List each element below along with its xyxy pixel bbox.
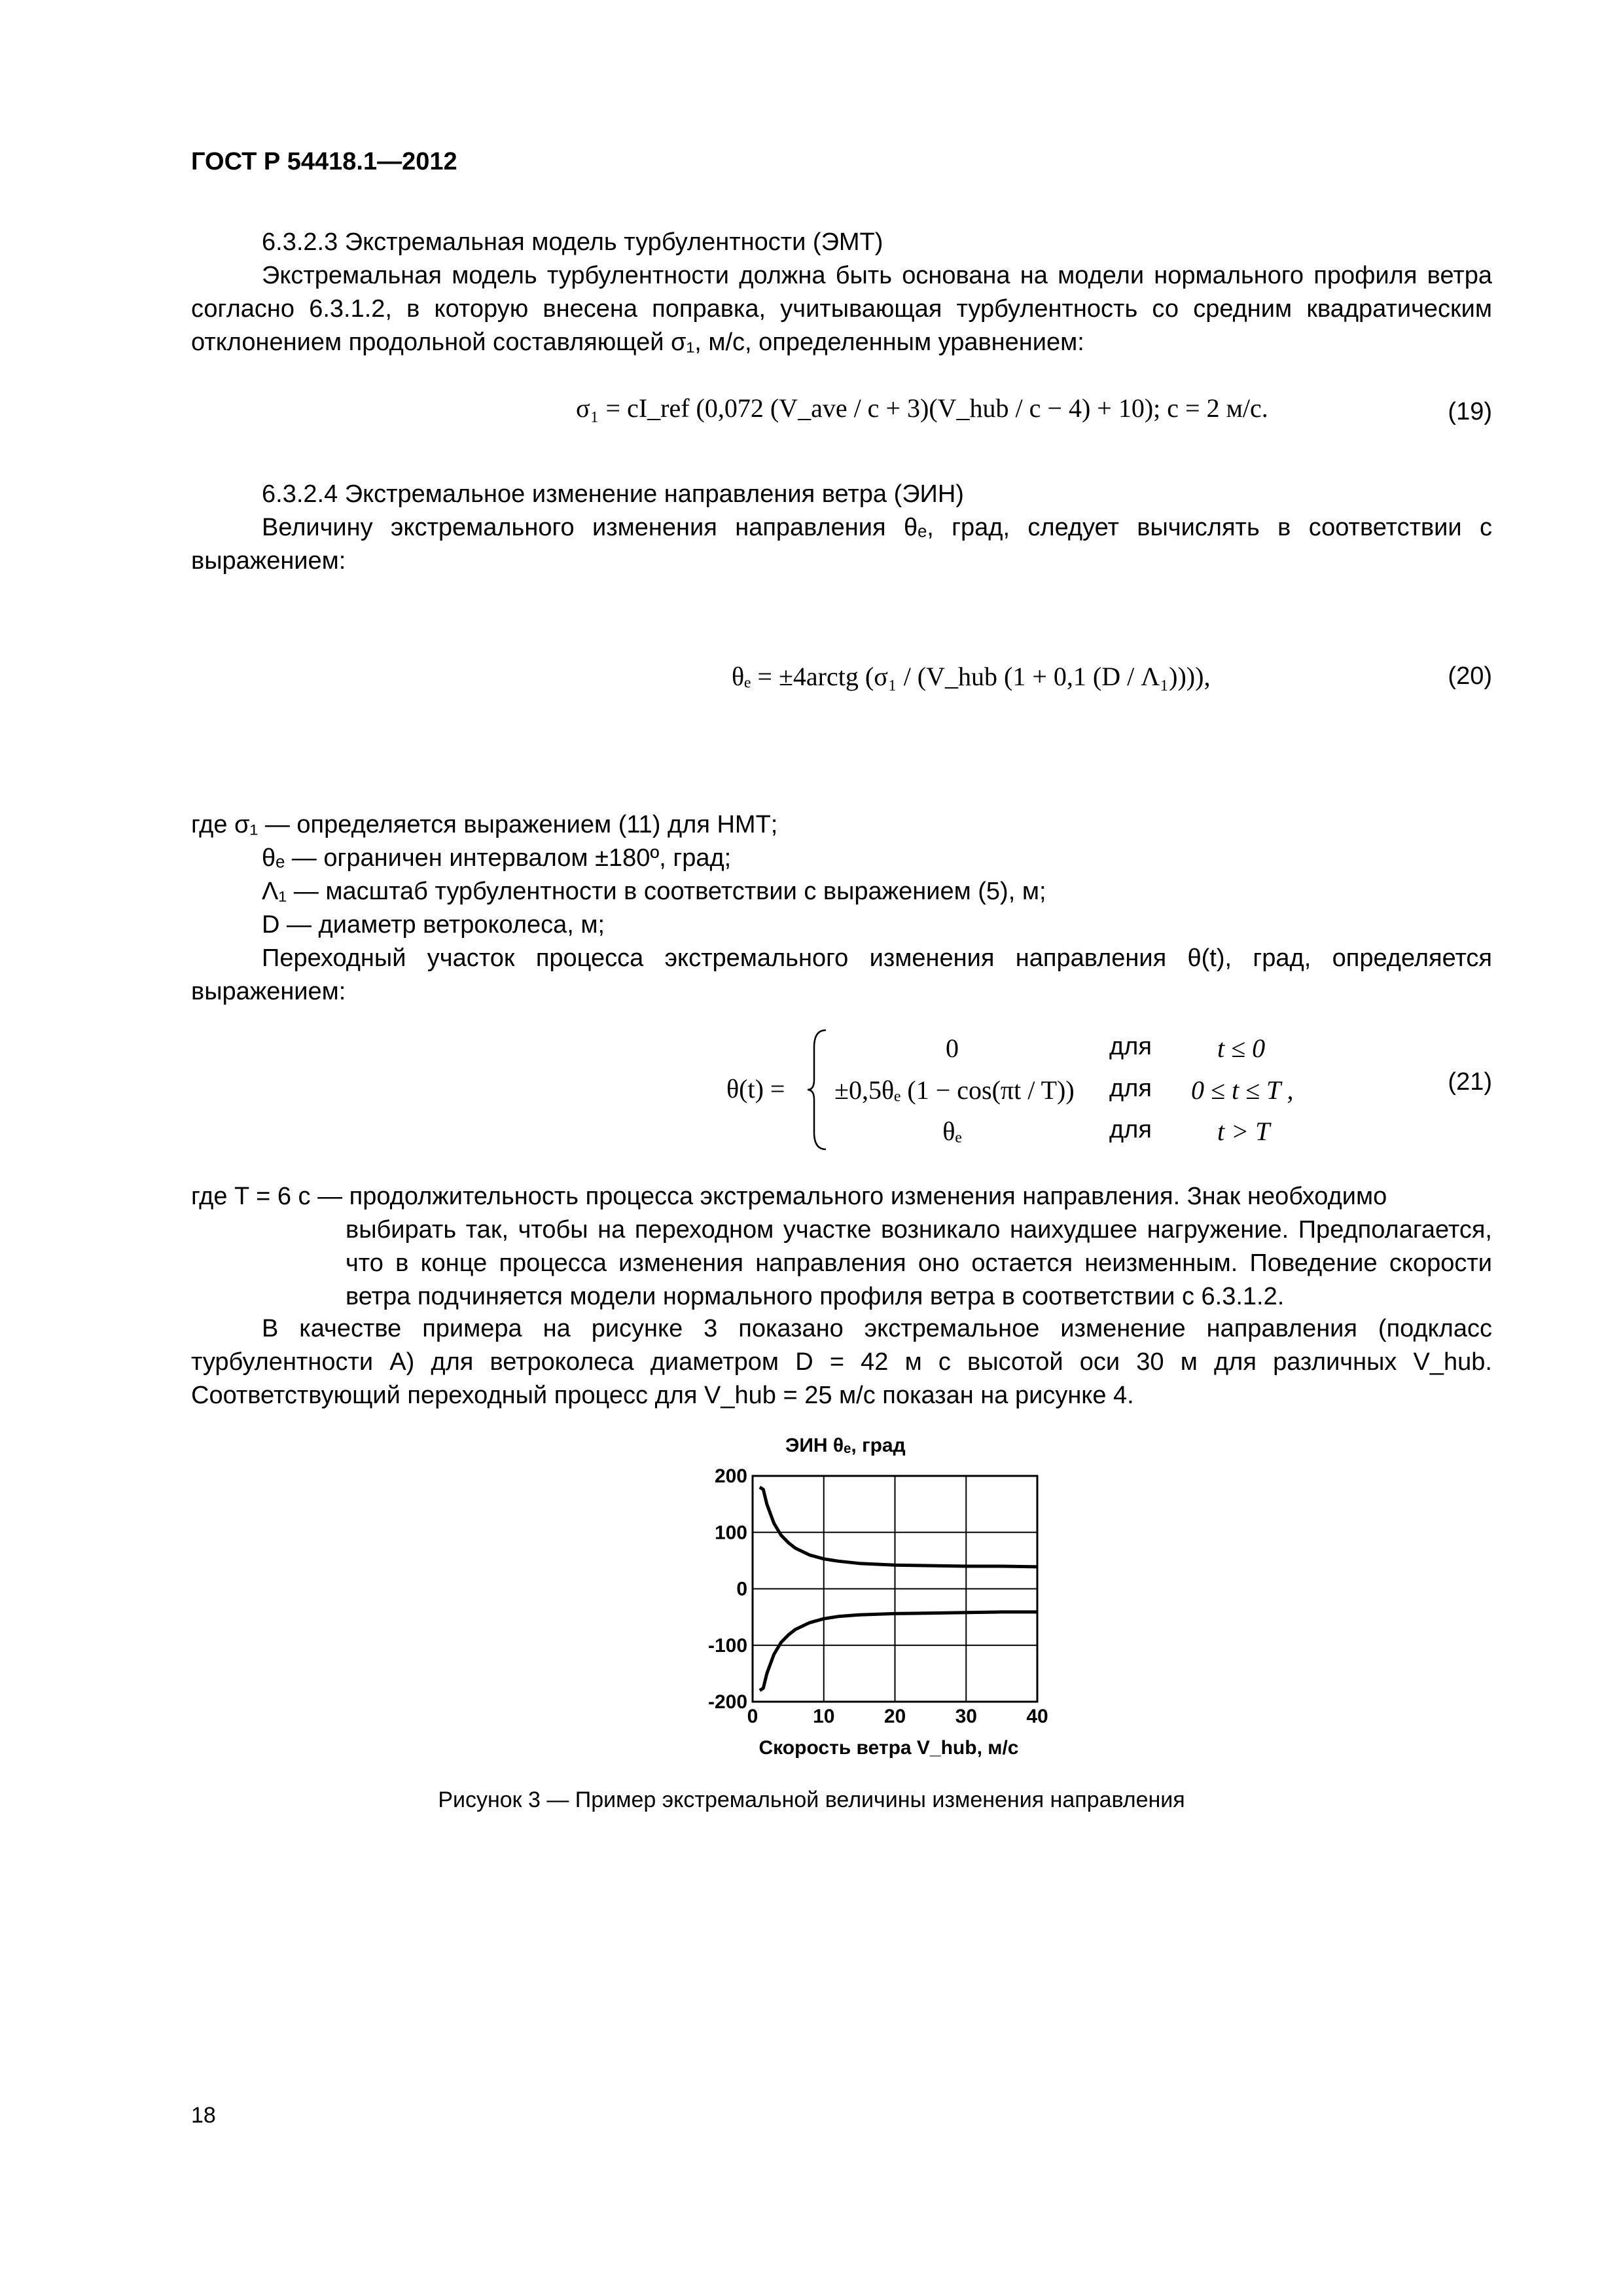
figure-3-chart [681,1427,1086,1767]
section-6-3-2-3-title: 6.3.2.3 Экстремальная модель турбулентности (ЭМТ) [262,228,883,256]
figure-3-caption: Рисунок 3 — Пример экстремальной величины изменения направления [438,1787,1185,1812]
section-6-3-2-4-title: 6.3.2.4 Экстремальное изменение направления ветра (ЭИН) [262,480,964,508]
equation-20-text: θₑ = ±4arctg (σ₁ / (V_hub (1 + 0,1 (D / Λ₁)))), [732,662,1211,691]
equation-19-text: σ₁ = cI_ref (0,072 (V_ave / c + 3)(V_hub / c − 4) + 10); c = 2 м/с. [576,393,1268,423]
where-t-lead: где T = 6 с — продолжительность процесса экстремального изменения направления. Знак необходимо [191,1183,1387,1210]
chart-y-tick-label: 200 [714,1465,747,1487]
chart-x-tick-label: 10 [813,1706,835,1727]
chart-x-tick-label: 20 [883,1706,906,1727]
equation-21-row1-cond: t ≤ 0 [1217,1033,1266,1063]
equation-19 [576,393,1268,423]
equation-21-row3-word: для [1109,1116,1152,1143]
definition-d: D — диаметр ветроколеса, м; [262,911,605,939]
example-paragraph: В качестве примера на рисунке 3 показано экстремальное изменение направления (подкласс турбулентности А) для ветроколеса диаметром D = 42 м с высотой оси 30 м для различных V_hub. Соответствующий переходный процесс для V_hub = 25 м/с показан на рисунке 4. [191,1315,1492,1409]
chart-x-tick-label: 40 [1026,1706,1048,1727]
equation-20 [732,661,1210,692]
chart-x-ticks [747,1706,1048,1727]
chart-series-line [760,1612,1037,1691]
equation-21-row2-expr: ±0,5θₑ (1 − cos(πt / T)) [834,1075,1075,1105]
chart-x-axis-label: Скорость ветра V_hub, м/с [758,1737,1019,1759]
equation-21 [726,1028,1342,1152]
equation-19-number: (19) [1448,398,1492,425]
section-6-3-2-4-paragraph: Величину экстремального изменения направления θₑ, град, следует вычислять в соответствии с выражением: [191,514,1492,575]
definition-sigma1-text: σ₁ — определяется выражением (11) для НМТ; [234,811,778,838]
definition-lambda1: Λ₁ — масштаб турбулентности в соответствии с выражением (5), м; [262,878,1046,905]
page-number: 18 [191,2103,216,2128]
equation-21-row2-cond: 0 ≤ t ≤ T , [1191,1075,1294,1105]
where-word: где [191,811,228,838]
definition-theta-e: θₑ — ограничен интервалом ±180º, град; [262,844,732,872]
chart-x-tick-label: 30 [955,1706,977,1727]
equation-20-number: (20) [1448,662,1492,690]
chart-y-axis-label: ЭИН θₑ, град [785,1435,906,1456]
chart-y-tick-label: 0 [736,1578,747,1600]
chart-y-tick-label: -200 [707,1691,747,1713]
chart-grid [753,1476,1037,1702]
equation-21-number: (21) [1448,1068,1492,1096]
equation-21-row2-word: для [1109,1075,1152,1102]
equation-21-lhs: θ(t) = [726,1074,785,1103]
chart-y-tick-label: 100 [714,1522,747,1544]
chart-x-tick-label: 0 [747,1706,758,1727]
where-t-rest: выбирать так, чтобы на переходном участке возникало наихудшее нагружение. Предполагается, что в конце процесса изменения направления оно остается неизменным. Поведение скорости ветра подчиняется модели нормального профиля ветра в соответствии с 6.3.1.2. [346,1216,1492,1310]
equation-21-row3-expr: θₑ [942,1117,962,1146]
transition-paragraph: Переходный участок процесса экстремального изменения направления θ(t), град, определяется выражением: [191,944,1492,1005]
chart-y-ticks [708,1465,747,1713]
equation-21-brace [805,1028,831,1152]
where-t-paragraph [191,1180,1492,1314]
section-6-3-2-3-paragraph: Экстремальная модель турбулентности должна быть основана на модели нормального профиля ветра согласно 6.3.1.2, в которую внесена поправка, учитывающая турбулентность со средним квадратическим отклонением продольной составляющей σ₁, м/с, определенным уравнением: [191,262,1492,356]
chart-series-line [760,1487,1037,1567]
document-header: ГОСТ Р 54418.1—2012 [191,148,457,175]
chart-y-tick-label: -100 [707,1634,747,1657]
equation-21-row1-word: для [1109,1033,1152,1060]
definition-sigma1 [191,808,777,842]
equation-21-row1-expr: 0 [946,1033,959,1063]
equation-21-row3-cond: t > T [1217,1117,1270,1146]
